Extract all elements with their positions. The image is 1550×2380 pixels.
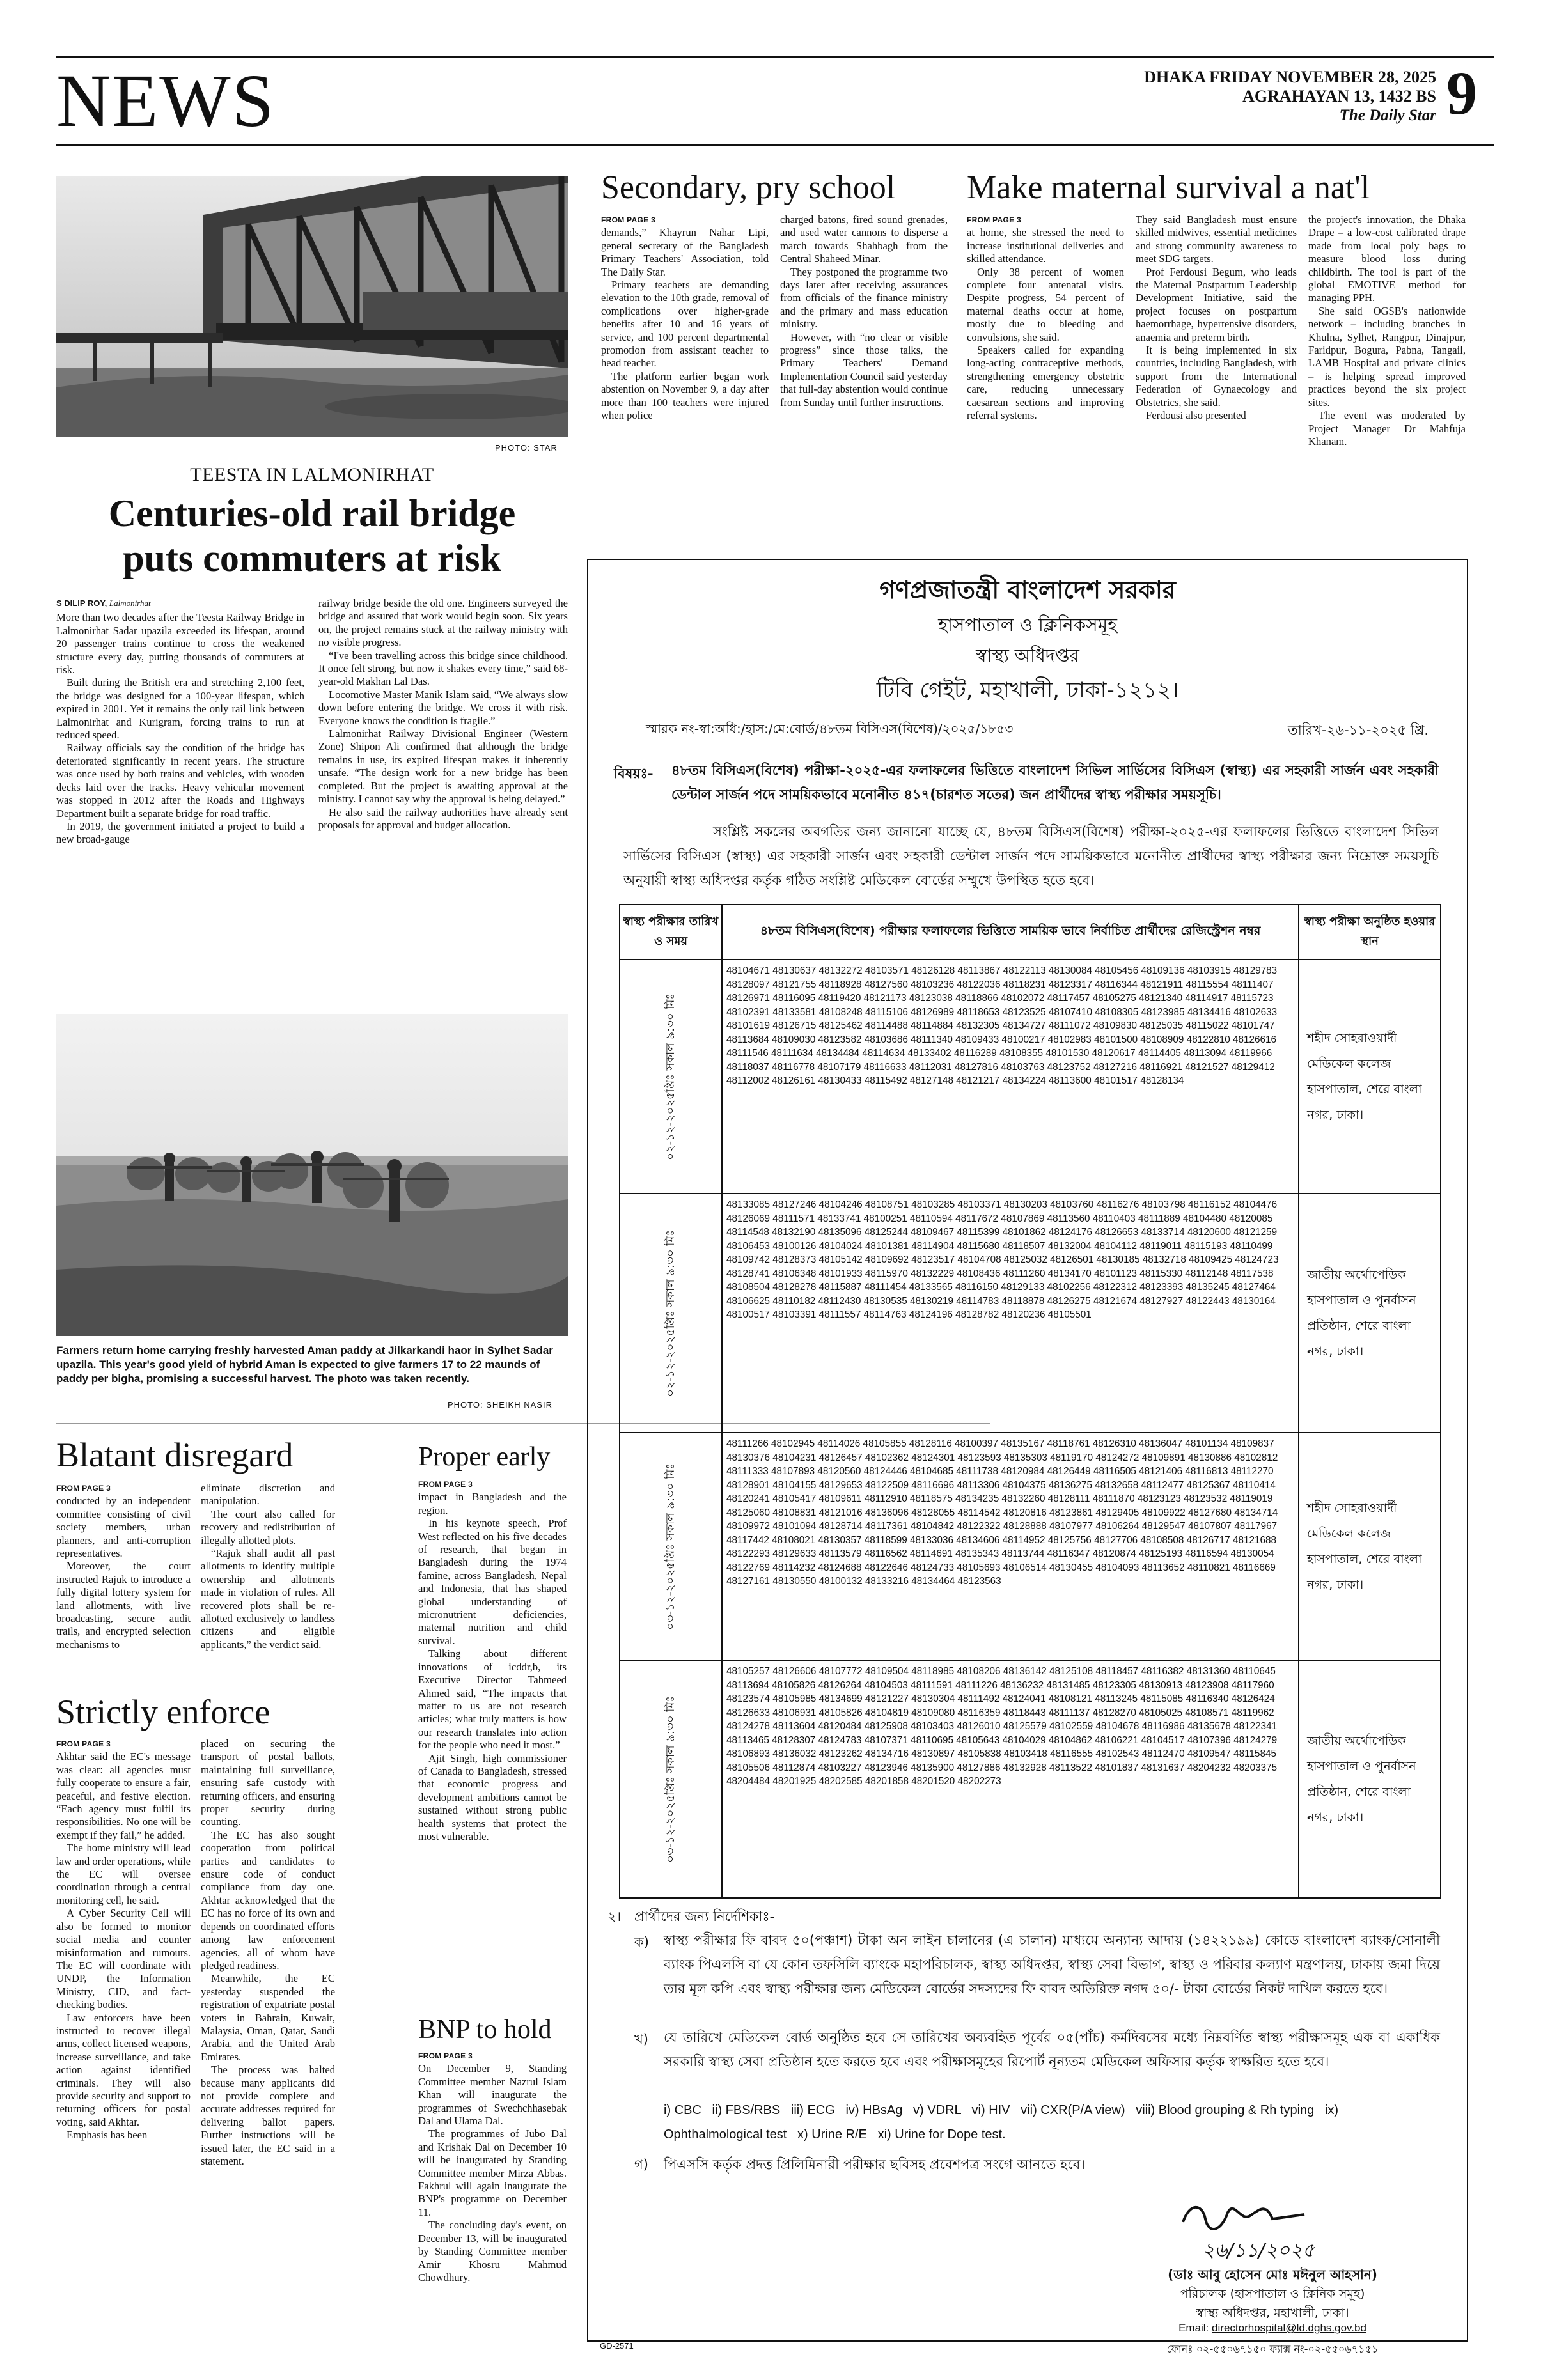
notice-phone: ফোনঃ ০২-৫৫০৬৭১৫০ ফ্যাক্স নং-০২-৫৫০৬৭১৫১ bbox=[1166, 2343, 1379, 2355]
teesta-headline-line2: puts commuters at risk bbox=[123, 537, 501, 579]
notice-address: টিবি গেইট, মহাখালী, ঢাকা-১২১২। bbox=[876, 678, 1179, 703]
notice-date: তারিখ-২৬-১১-২০২৫ খ্রি. bbox=[1287, 722, 1429, 738]
instruction-k: স্বাস্থ্য পরীক্ষার ফি বাবদ ৫০(পঞ্চাশ) টাকা অন লাইন চালানের (এ চালান) মাধ্যমে অন্যান্য আদায় (১৪২২১৯৯) কোডে বাংলাদেশ ব্যাংক/সোনালী ব্যাংক পিএলসি বা যে কোন তফসিলি ব্যাংকে মহাপরিচালক, স্বাস্থ্য অধিদপ্তর, স্বাস্থ্য সেবা বিভাগ, স্বাস্থ্য ও পরিবার কল্যাণ মন্ত্রণালয়, ঢাকায় জমা দিয়ে তার মূল কপি এবং স্বাস্থ্য পরীক্ষার জন্য মেডিকেল বোর্ডের সদস্যদের ফি বাবদ অতিরিক্ত নগদ ৫০/- টাকা বোর্ডের নিকট দাখিল করতে হবে। bbox=[664, 1933, 1440, 1996]
teesta-headline-line1: Centuries-old rail bridge bbox=[108, 492, 516, 534]
govt-notice bbox=[587, 559, 1468, 2355]
instruction-kh: যে তারিখে মেডিকেল বোর্ড অনুষ্ঠিত হবে সে তারিখের অব্যবহিত পূর্বের ০৫(পাঁচ) কর্মদিবসের মধ্যে নিম্নবর্ণিত স্বাস্থ্য পরীক্ষাসমূহ এক বা একাধিক সরকারি স্বাস্থ্য সেবা প্রতিষ্ঠান হতে করতে হবে এবং পরীক্ষাসমূহের রিপোর্ট নূন্যতম মেডিকেল অফিসার কর্তৃক স্বাক্ষরিত হতে হবে। bbox=[664, 2030, 1440, 2069]
page-number: 9 bbox=[1446, 59, 1477, 127]
row2-venue: জাতীয় অর্থোপেডিক হাসপাতাল ও পুনর্বাসন প্রতিষ্ঠান, শেরে বাংলা নগর, ঢাকা। bbox=[1299, 1194, 1441, 1433]
row1-date: ০২-১২-২০২৫খ্রিঃ সকাল ৯:৩০ মিঃ bbox=[663, 993, 677, 1160]
rail-bridge-photo bbox=[56, 176, 568, 437]
farmers-caption: Farmers return home carrying freshly harvested Aman paddy at Jilkarkandi haor in Sylhet Sadar upazila. This year's good yield of hybrid Aman is expected to give farmers 17 to 22 maunds of paddy per bigha, promising a successful harvest. The photo was taken recently. bbox=[56, 1344, 553, 1385]
row1-reg-numbers: 48104671 48130637 48132272 48103571 48126128 48113867 48122113 48130084 48105456 48109136 48103915 48129783 48128097 48121755 48118928 48127560 48103236 48122036 48118231 48123317 48116344 48121911 48115554 48111407 48126971 48116095 48119420 48121173 48123038 48118866 48102072 48117457 48105275 48121340 48114917 48115723 48102391 48133581 48108248 48115106 48126989 48118653 48123525 48107410 48108305 48123985 48134416 48102633 48101619 48126715 48125462 48114488 48114884 48132305 48134727 48111072 48109830 48125035 48115022 48101747 48113684 48109030 48123582 48103686 48111340 48109433 48100217 48102983 48101500 48108909 48122810 48126616 48111546 48111634 48134484 48114634 48133402 48116289 48108355 48101530 48120617 48114405 48113094 48119966 48118037 48116778 48107179 48116633 48112031 48127816 48103763 48123752 48127216 48116921 48121527 48129412 48112002 48126161 48130433 48115492 48127148 48121217 48134224 48113600 48101517 48128134 bbox=[722, 960, 1299, 1194]
row2-date: ০২-১২-২০২৫খ্রিঃ সকাল ৯:৩০ মিঃ bbox=[663, 1229, 677, 1397]
instruction-kh-label: খ) bbox=[634, 2032, 648, 2047]
masthead-rule bbox=[56, 144, 1494, 146]
notice-subject: ৪৮তম বিসিএস(বিশেষ) পরীক্ষা-২০২৫-এর ফলাফলের ভিত্তিতে বাংলাদেশ সিভিল সার্ভিসের বিসিএস (স্বাস্থ্য) এর সহকারী সার্জন এবং সহকারী ডেন্টাল সার্জন পদে সাময়িকভাবে মনোনীত ৪১৭(চারশত সতের) জন প্রার্থীদের স্বাস্থ্য পরীক্ষার সময়সূচি। bbox=[671, 763, 1439, 802]
bangla-date: AGRAHAYAN 13, 1432 BS bbox=[1242, 87, 1436, 105]
notice-gd-code: GD-2571 bbox=[600, 2341, 634, 2351]
instructions-number: ২। bbox=[607, 1909, 622, 1924]
tests-line-2: Ophthalmological test x) Urine R/E xi) Urine for Dope test. bbox=[664, 2127, 1006, 2142]
instruction-k-label: ক) bbox=[634, 1934, 649, 1950]
blatant-col-1: FROM PAGE 3 conducted by an independent committee consisting of civil society members, urban planners, and anti-corruption representatives. Moreover, the court instructed Rajuk to introduce a fully digital lottery system for land allotments, with live broadcasting, secure audit trails, and encrypted selection mechanisms to bbox=[56, 1484, 191, 1651]
proper-headline: Proper early bbox=[418, 1442, 551, 1472]
top-rule bbox=[56, 56, 1494, 58]
notice-office: স্বাস্থ্য অধিদপ্তর bbox=[976, 645, 1079, 666]
tests-line-1: i) CBC ii) FBS/RBS iii) ECG iv) HBsAg v) VDRL vi) HIV vii) CXR(P/A view) viii) Blood grouping & Rh typing ix) bbox=[664, 2103, 1339, 2117]
signature-date: ২৬/১১/২০২৫ bbox=[1202, 2239, 1315, 2262]
schedule-table bbox=[619, 904, 1441, 1899]
instruction-g-label: গ) bbox=[634, 2157, 648, 2172]
schedule-header-row bbox=[620, 905, 1441, 960]
blatant-col-2: eliminate discretion and manipulation. The court also called for recovery and redistribution of illegally allotted plots. “Rajuk shall audit all past allotments to identify multiple ownership and allotments made in violation of rules. All recovered plots shall be re-allotted exclusively to landless citizens and eligible applicants,” the verdict said. bbox=[201, 1482, 335, 1651]
row4-venue: জাতীয় অর্থোপেডিক হাসপাতাল ও পুনর্বাসন প্রতিষ্ঠান, শেরে বাংলা নগর, ঢাকা। bbox=[1299, 1660, 1441, 1898]
instructions-title: প্রার্থীদের জন্য নির্দেশিকাঃ- bbox=[634, 1909, 775, 1924]
dateline-block bbox=[1078, 68, 1436, 125]
farmers-photo-credit: PHOTO: SHEIKH NASIR bbox=[448, 1400, 552, 1410]
notice-intro: সংশ্লিষ্ট সকলের অবগতির জন্য জানানো যাচ্ছে যে, ৪৮তম বিসিএস(বিশেষ) পরীক্ষা-২০২৫-এর ফলাফলের ভিত্তিতে বাংলাদেশ সিভিল সার্ভিসের বিসিএস (স্বাস্থ্য) এর সহকারী সার্জন এবং সহকারী ডেন্টাল সার্জন পদে সাময়িকভাবে মনোনীত প্রার্থীদের স্বাস্থ্য পরীক্ষার জন্য নিম্নোক্ত সময়সূচি অনুযায়ী স্বাস্থ্য অধিদপ্তর কর্তৃক গঠিত সংশ্লিষ্ট মেডিকেল বোর্ডের সম্মুখে উপস্থিত হতে হবে। bbox=[623, 824, 1439, 888]
dateline: DHAKA FRIDAY NOVEMBER 28, 2025 bbox=[1144, 68, 1436, 86]
notice-subject-label: বিষয়ঃ- bbox=[614, 766, 654, 781]
teesta-kicker: TEESTA IN LALMONIRHAT bbox=[190, 464, 434, 485]
maternal-col-1: FROM PAGE 3 at home, she stressed the need to increase institutional deliveries and skilled attendance. Only 38 percent of women complete four antenatal visits. Despite progress, 54 percent of maternal deaths occur at home, mostly due to bleeding and convulsions, she said. Speakers called for expanding long-acting contraceptive methods, strengthening emergency obstetric care, reducing unnecessary caesarean sections and improving referral systems. bbox=[967, 215, 1124, 422]
row3-venue: শহীদ সোহরাওয়ার্দী মেডিকেল কলেজ হাসপাতাল, শেরে বাংলা নগর, ঢাকা। bbox=[1299, 1433, 1441, 1660]
schedule-row-4 bbox=[620, 1660, 1441, 1898]
row4-date: ০৩-১২-২০২৫খ্রিঃ সকাল ৯:৩০ মিঃ bbox=[663, 1695, 677, 1863]
signatory-office: স্বাস্থ্য অধিদপ্তর, মহাখালী, ঢাকা। bbox=[1196, 2306, 1349, 2320]
secondary-col-2: charged batons, fired sound grenades, and used water cannons to disperse a march towards Shahbagh from the Central Shaheed Minar. They postponed the programme two days later after receiving assurances from officials of the finance ministry and the primary and mass education ministry. However, with “no clear or visible progress” since those talks, the Primary Teachers' Demand Implementation Council said yesterday that full-day abstention would continue from Sunday until further instructions. bbox=[780, 214, 948, 408]
email-link[interactable]: directorhospital@ld.dghs.gov.bd bbox=[1212, 2322, 1366, 2334]
notice-email: Email: directorhospital@ld.dghs.gov.bd bbox=[1178, 2322, 1366, 2334]
secondary-col-1: FROM PAGE 3 demands,” Khayrun Nahar Lipi, general secretary of the Bangladesh Primary Teachers' Association, told The Daily Star. Primary teachers are demanding elevation to the 10th grade, removal of complications over higher-grade benefits after 10 and 16 years of service, and 100 percent departmental promotion from assistant teacher to head teacher. The platform earlier began work abstention on November 9, a day after more than 100 teachers were injured when police bbox=[601, 215, 769, 422]
notice-gov: গণপ্রজাতন্ত্রী বাংলাদেশ সরকার bbox=[879, 576, 1176, 604]
blatant-headline: Blatant disregard bbox=[56, 1436, 294, 1474]
notice-dept: হাসপাতাল ও ক্লিনিকসমূহ bbox=[938, 614, 1117, 635]
row3-date: ০৩-১২-২০২৫খ্রিঃ সকাল ৯:৩০ মিঃ bbox=[663, 1463, 677, 1630]
instruction-g: পিএসসি কর্তৃক প্রদত্ত প্রিলিমিনারী পরীক্ষার ছবিসহ প্রবেশপত্র সংগে আনতে হবে। bbox=[664, 2157, 1085, 2172]
teesta-col-1: S DILIP ROY, Lalmonirhat More than two decades after the Teesta Railway Bridge in Lalmonirhat Sadar upazila exceeded its lifespan, around 20 passenger trains continue to cross the weakened structure every day, putting thousands of commuters at risk. Built during the British era and stretching 2,100 feet, the bridge was designed for a 100-year lifespan, which expired in 2001. Yet it remains the only rail link between Lalmonirhat and Kurigram, forcing trains to run at reduced speed. Railway officials say the condition of the bridge has deteriorated significantly in recent years. The structure was once used by both trains and vehicles, with wooden decks laid over the tracks. Heavy vehicular movement was stopped in 2012 after the Roads and Highways Department built a separate bridge for road traffic. In 2019, the government initiated a project to build a new broad-gauge bbox=[56, 598, 304, 846]
proper-col: FROM PAGE 3 impact in Bangladesh and the region. In his keynote speech, Prof West reflected on his five decades of research, that began in Bangladesh during the 1974 famine, across Bangladesh, Nepal and Indonesia, that has shaped global understanding of micronutrient deficiencies, maternal nutrition and child survival. Talking about different innovations of icddr,b, its Executive Director Tahmeed Ahmed said, “The impacts that matter to us are not research articles; what truly matters is how our research translates into action for the people who need it most.” Ajit Singh, high commissioner of Canada to Bangladesh, stressed that economic progress and development ambitions cannot be sustained without strong public health systems that protect the most vulnerable. bbox=[418, 1480, 567, 1842]
row3-reg-numbers: 48111266 48102945 48114026 48105855 48128116 48100397 48135167 48118761 48126310 48136047 48101134 48109837 48130376 48104231 48126457 48102362 48124301 48123593 48135303 48119170 48124272 48109891 48130886 48102812 48111333 48107893 48120560 48124446 48104685 48111738 48120984 48126449 48116505 48121406 48116813 48112270 48128901 48104155 48129653 48122509 48116696 48113306 48104375 48136275 48132658 48112477 48125367 48110414 48120241 48105417 48109611 48112910 48118575 48134235 48132260 48128111 48111870 48123123 48123532 48119019 48125060 48108831 48121016 48136096 48128055 48114542 48120816 48123861 48129405 48109922 48127680 48134714 48109972 48101094 48128714 48117361 48104842 48122322 48128888 48107977 48106264 48129547 48107807 48117967 48117442 48108021 48130357 48118599 48133036 48134606 48114952 48125756 48127706 48108508 48126717 48121688 48122293 48129633 48113579 48116562 48114691 48135343 48113744 48116347 48120874 48125193 48116594 48130054 48122769 48114232 48124688 48122646 48124733 48105693 48106514 48130455 48104093 48113652 48110821 48116669 48127161 48130550 48100132 48133216 48134464 48123563 bbox=[722, 1433, 1299, 1660]
teesta-headline bbox=[56, 491, 568, 580]
maternal-headline: Make maternal survival a nat'l bbox=[967, 169, 1370, 206]
farmers-photo bbox=[56, 1014, 568, 1336]
signatory-name: (ডাঃ আবু হোসেন মোঃ মঈনুল আহসান) bbox=[1168, 2267, 1377, 2282]
maternal-col-2: They said Bangladesh must ensure skilled midwives, essential medicines and strong community awareness to meet SDG targets. Prof Ferdousi Begum, who leads the Maternal Postpartum Leadership Development Initiative, said the project focuses on postpartum haemorrhage, hypertensive disorders, anaemia and preterm birth. It is being implemented in six countries, including Bangladesh, with support from the International Federation of Gynaecology and Obstetrics, she said. Ferdousi also presented bbox=[1136, 214, 1297, 422]
row4-reg-numbers: 48105257 48126606 48107772 48109504 48118985 48108206 48136142 48125108 48118457 48116382 48131360 48110645 48113694 48105826 48126264 48104503 48111591 48111226 48136232 48131485 48123305 48130913 48123908 48117960 48123574 48105985 48134699 48121227 48130304 48111492 48124041 48108121 48113245 48115085 48116340 48126424 48126633 48106931 48105826 48104819 48109080 48116359 48118443 48111137 48128270 48105025 48108571 48119962 48124278 48113604 48120484 48125908 48103403 48126010 48125579 48102559 48104678 48116986 48135678 48122341 48113465 48128307 48124783 48107371 48110695 48105643 48104029 48104862 48106221 48104517 48107396 48124279 48106893 48136032 48123262 48134716 48130897 48105838 48103418 48116555 48102543 48112470 48109547 48115845 48105506 48112874 48103227 48123946 48135900 48127886 48132928 48113522 48101837 48131637 48204232 48203375 48204484 48201925 48202585 48201858 48201520 48202273 bbox=[722, 1660, 1299, 1898]
header-date-time: স্বাস্থ্য পরীক্ষার তারিখ ও সময় bbox=[620, 905, 722, 960]
teesta-col-2: railway bridge beside the old one. Engineers surveyed the bridge and assured that work would begin soon. Six years on, the project remains stuck at the railway ministry with no visible progress. “I've been travelling across this bridge since childhood. It once felt strong, but now it shakes every time,” said 68-year-old Makhan Lal Das. Locomotive Master Manik Islam said, “We always slow down before entering the bridge. We cross it with risk. Everyone knows the condition is fragile.” Lalmonirhat Railway Divisional Engineer (Western Zone) Shipon Ali confirmed that although the bridge remains in use, its expired lifespan makes it inherently unsafe. “The design work for a new bridge has been completed. But the project is awaiting approval at the ministry. I cannot say why the approval is being delayed.” He also said the railway authorities have already sent proposals for approval and budget allocation. bbox=[318, 597, 568, 831]
header-venue: স্বাস্থ্য পরীক্ষা অনুষ্ঠিত হওয়ার স্থান bbox=[1299, 905, 1441, 960]
section-title: NEWS bbox=[56, 59, 276, 143]
strictly-col-1: FROM PAGE 3 Akhtar said the EC's message was clear: all agencies must fully cooperate to ensure a fair, peaceful, and festive election. “Each agency must fulfil its responsibilities. No one will be exempt if they fail,” he added. The home ministry will lead law and order operations, while the EC will oversee coordination through a central monitoring cell, he said. A Cyber Security Cell will also be formed to monitor social media and counter misinformation and rumours. The EC will coordinate with UNDP, the Information Ministry, CID, and fact-checking bodies. Law enforcers have been instructed to recover illegal arms, collect licensed weapons, increase surveillance, and take action against identified criminals. They will also provide security and support to returning officers for postal voting, said Akhtar. Emphasis has been bbox=[56, 1739, 191, 2142]
schedule-row-1 bbox=[620, 960, 1441, 1194]
paper-name: The Daily Star bbox=[1339, 107, 1436, 124]
notice-memo: স্মারক নং-স্বা:অধি:/হাস:/মে:বোর্ড/৪৮তম বিসিএস(বিশেষ)/২০২৫/১৮৫৩ bbox=[646, 721, 1014, 736]
schedule-row-3 bbox=[620, 1433, 1441, 1660]
bnp-col: FROM PAGE 3 On December 9, Standing Committee member Nazrul Islam Khan will inaugurate the programmes of Swechchhasebak Dal and Ulama Dal. The programmes of Jubo Dal and Krishak Dal on December 10 will be inaugurated by Standing Committee member Mirza Abbas. Fakhrul will again inaugurate the BNP's programme on December 11. The concluding day's event, on December 13, will be inaugurated by Standing Committee member Amir Khosru Mahmud Chowdhury. bbox=[418, 2051, 567, 2283]
row2-reg-numbers: 48133085 48127246 48104246 48108751 48103285 48103371 48130203 48103760 48116276 48103798 48116152 48104476 48126069 48111571 48133741 48100251 48110594 48117672 48107869 48113560 48110403 48111889 48104480 48120085 48114548 48132190 48135096 48125244 48109467 48115399 48101862 48124176 48126653 48133714 48120600 48121259 48106453 48100126 48104024 48101381 48114904 48115680 48118507 48132004 48104112 48119011 48115193 48110499 48109742 48128373 48105142 48109692 48123517 48104708 48125032 48126501 48130185 48132718 48109425 48124723 48128741 48106348 48101933 48115970 48132229 48108436 48111260 48134170 48101123 48115330 48112148 48117538 48108504 48128278 48115887 48111454 48133565 48116150 48129133 48102256 48122312 48123393 48135245 48127464 48106625 48110182 48112430 48130535 48130219 48114783 48118878 48126275 48121674 48127927 48122443 48130164 48100517 48103391 48111557 48114763 48124196 48128782 48120236 48105501 bbox=[722, 1194, 1299, 1433]
teesta-byline: S DILIP ROY, Lalmonirhat bbox=[56, 598, 151, 608]
strictly-headline: Strictly enforce bbox=[56, 1693, 270, 1731]
secondary-headline: Secondary, pry school bbox=[601, 169, 896, 206]
row1-venue: শহীদ সোহরাওয়ার্দী মেডিকেল কলেজ হাসপাতাল, শেরে বাংলা নগর, ঢাকা। bbox=[1299, 960, 1441, 1194]
bnp-headline: BNP to hold bbox=[418, 2015, 552, 2044]
maternal-col-3: the project's innovation, the Dhaka Drape – a low-cost calibrated drape made from local poly bags to measure blood loss during childbirth. The tool is part of the global EMOTIVE method for managing PPH. She said OGSB's nationwide network – including branches in Khulna, Sylhet, Rangpur, Dinajpur, Faridpur, Bogura, Pabna, Tangail, LAMB Hospital and private clinics – is helping spread improved practices beyond the six project sites. The event was moderated by Project Manager Dr Mahfuja Khanam. bbox=[1308, 214, 1466, 447]
schedule-row-2 bbox=[620, 1194, 1441, 1433]
signatory-designation: পরিচালক (হাসপাতাল ও ক্লিনিক সমূহ) bbox=[1180, 2287, 1365, 2301]
strictly-col-2: placed on securing the transport of postal ballots, maintaining full surveillance, ensuring safe custody with returning officers, and ensuring proper security during counting. The EC has also sought cooperation from political parties and candidates to ensure code of conduct compliance from day one. Akhtar acknowledged that the EC has no force of its own and depends on coordinated efforts among law enforcement agencies, all of whom have pledged readiness. Meanwhile, the EC yesterday suspended the registration of expatriate postal voters in Bahrain, Kuwait, Malaysia, Oman, Qatar, Saudi Arabia, and the United Arab Emirates. The process was halted because many applicants did not provide complete and accurate addresses required for delivering ballot papers. Further instructions will be issued later, the EC said in a statement. bbox=[201, 1738, 335, 2167]
rail-photo-credit: PHOTO: STAR bbox=[495, 443, 558, 453]
header-reg-numbers: ৪৮তম বিসিএস(বিশেষ) পরীক্ষার ফলাফলের ভিত্তিতে সাময়িক ভাবে নির্বাচিত প্রার্থীদের রেজিস্ট্রেশন নম্বর bbox=[722, 905, 1299, 960]
